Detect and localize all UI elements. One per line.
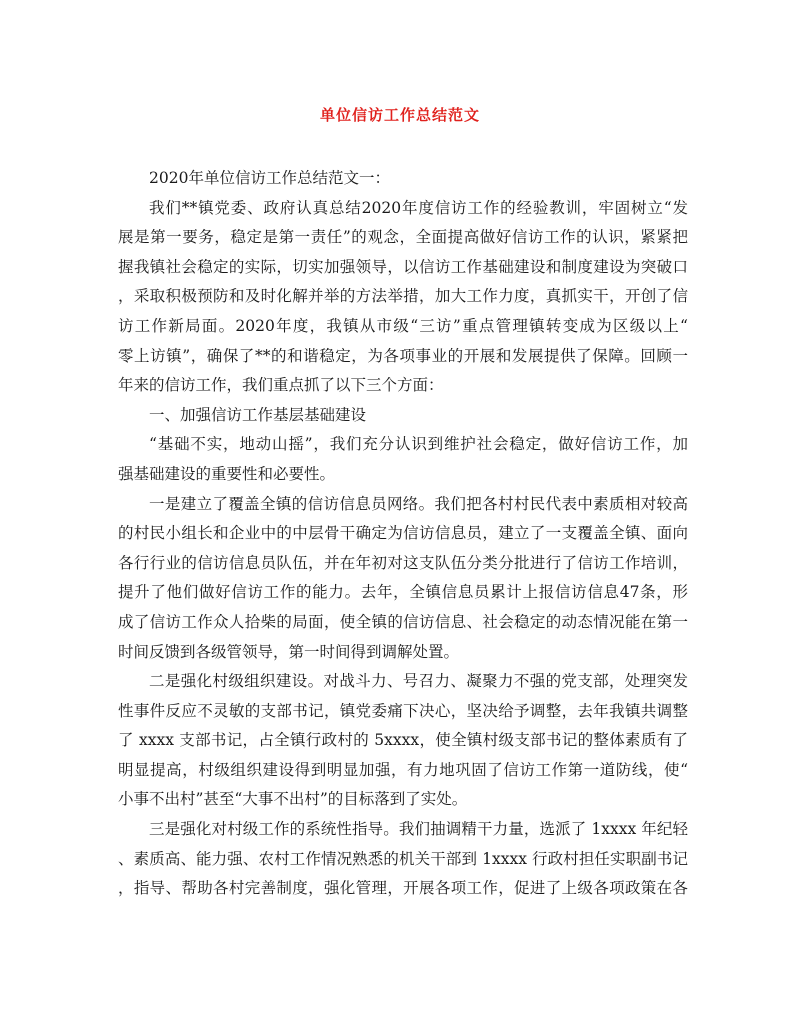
paragraph-line: 了 xxxx 支部书记，占全镇行政村的 5xxxx，使全镇村级支部书记的整体素质有了: [118, 731, 688, 750]
paragraph-line: 小事不出村”甚至“大事不出村”的目标落到了实处。: [118, 790, 468, 809]
paragraph-line: 的村民小组长和企业中的中层骨干确定为信访信息员，建立了一支覆盖全镇、面向: [118, 524, 688, 543]
paragraph-line: 一、加强信访工作基层基础建设: [149, 405, 367, 424]
document-title: 单位信访工作总结范文: [319, 106, 480, 124]
document-body: [118, 164, 688, 904]
paragraph-line: ，采取积极预防和及时化解并举的方法举措，加大工作力度，真抓实干，开创了信: [118, 287, 688, 306]
paragraph-line: 我们**镇党委、政府认真总结2020年度信访工作的经验教训，牢固树立“发: [149, 198, 688, 217]
paragraph-line: ，指导、帮助各村完善制度，强化管理，开展各项工作，促进了上级各项政策在各: [118, 879, 688, 898]
paragraph-line: “基础不实，地动山摇”，我们充分认识到维护社会稳定，做好信访工作，加: [149, 435, 688, 454]
paragraph-line: 强基础建设的重要性和必要性。: [118, 464, 336, 483]
paragraph-line: 握我镇社会稳定的实际，切实加强领导，以信访工作基础建设和制度建设为突破口: [118, 257, 688, 276]
paragraph-line: 零上访镇”，确保了**的和谐稳定，为各项事业的开展和发展提供了保障。回顾一: [118, 346, 688, 365]
paragraph-line: 成了信访工作众人拾柴的局面，使全镇的信访信息、社会稳定的动态情况能在第一: [118, 612, 688, 631]
paragraph-line: 展是第一要务，稳定是第一责任”的观念，全面提高做好信访工作的认识，紧紧把: [118, 228, 688, 247]
paragraph-line: 各行行业的信访信息员队伍，并在年初对这支队伍分类分批进行了信访工作培训，: [118, 553, 688, 572]
paragraph-line: 提升了他们做好信访工作的能力。去年，全镇信息员累计上报信访信息47条，形: [118, 583, 688, 602]
paragraph-line: 性事件反应不灵敏的支部书记，镇党委痛下决心，坚决给予调整，去年我镇共调整: [118, 701, 688, 720]
paragraph-line: 访工作新局面。2020年度，我镇从市级“三访”重点管理镇转变成为区级以上“: [118, 316, 688, 335]
paragraph-line: 年来的信访工作，我们重点抓了以下三个方面：: [118, 376, 444, 395]
paragraph-line: 明显提高，村级组织建设得到明显加强，有力地巩固了信访工作第一道防线，使“: [118, 760, 688, 779]
paragraph-line: 、素质高、能力强、农村工作情况熟悉的机关干部到 1xxxx 行政村担任实职副书记: [118, 849, 688, 868]
paragraph-line: 2020年单位信访工作总结范文一：: [149, 169, 390, 187]
paragraph-line: 时间反馈到各级管领导，第一时间得到调解处置。: [118, 642, 460, 661]
paragraph-line: 三是强化对村级工作的系统性指导。我们抽调精干力量，选派了 1xxxx 年纪轻: [149, 820, 688, 839]
paragraph-line: 二是强化村级组织建设。对战斗力、号召力、凝聚力不强的党支部，处理突发: [149, 672, 688, 691]
paragraph-line: 一是建立了覆盖全镇的信访信息员网络。我们把各村村民代表中素质相对较高: [149, 494, 688, 513]
